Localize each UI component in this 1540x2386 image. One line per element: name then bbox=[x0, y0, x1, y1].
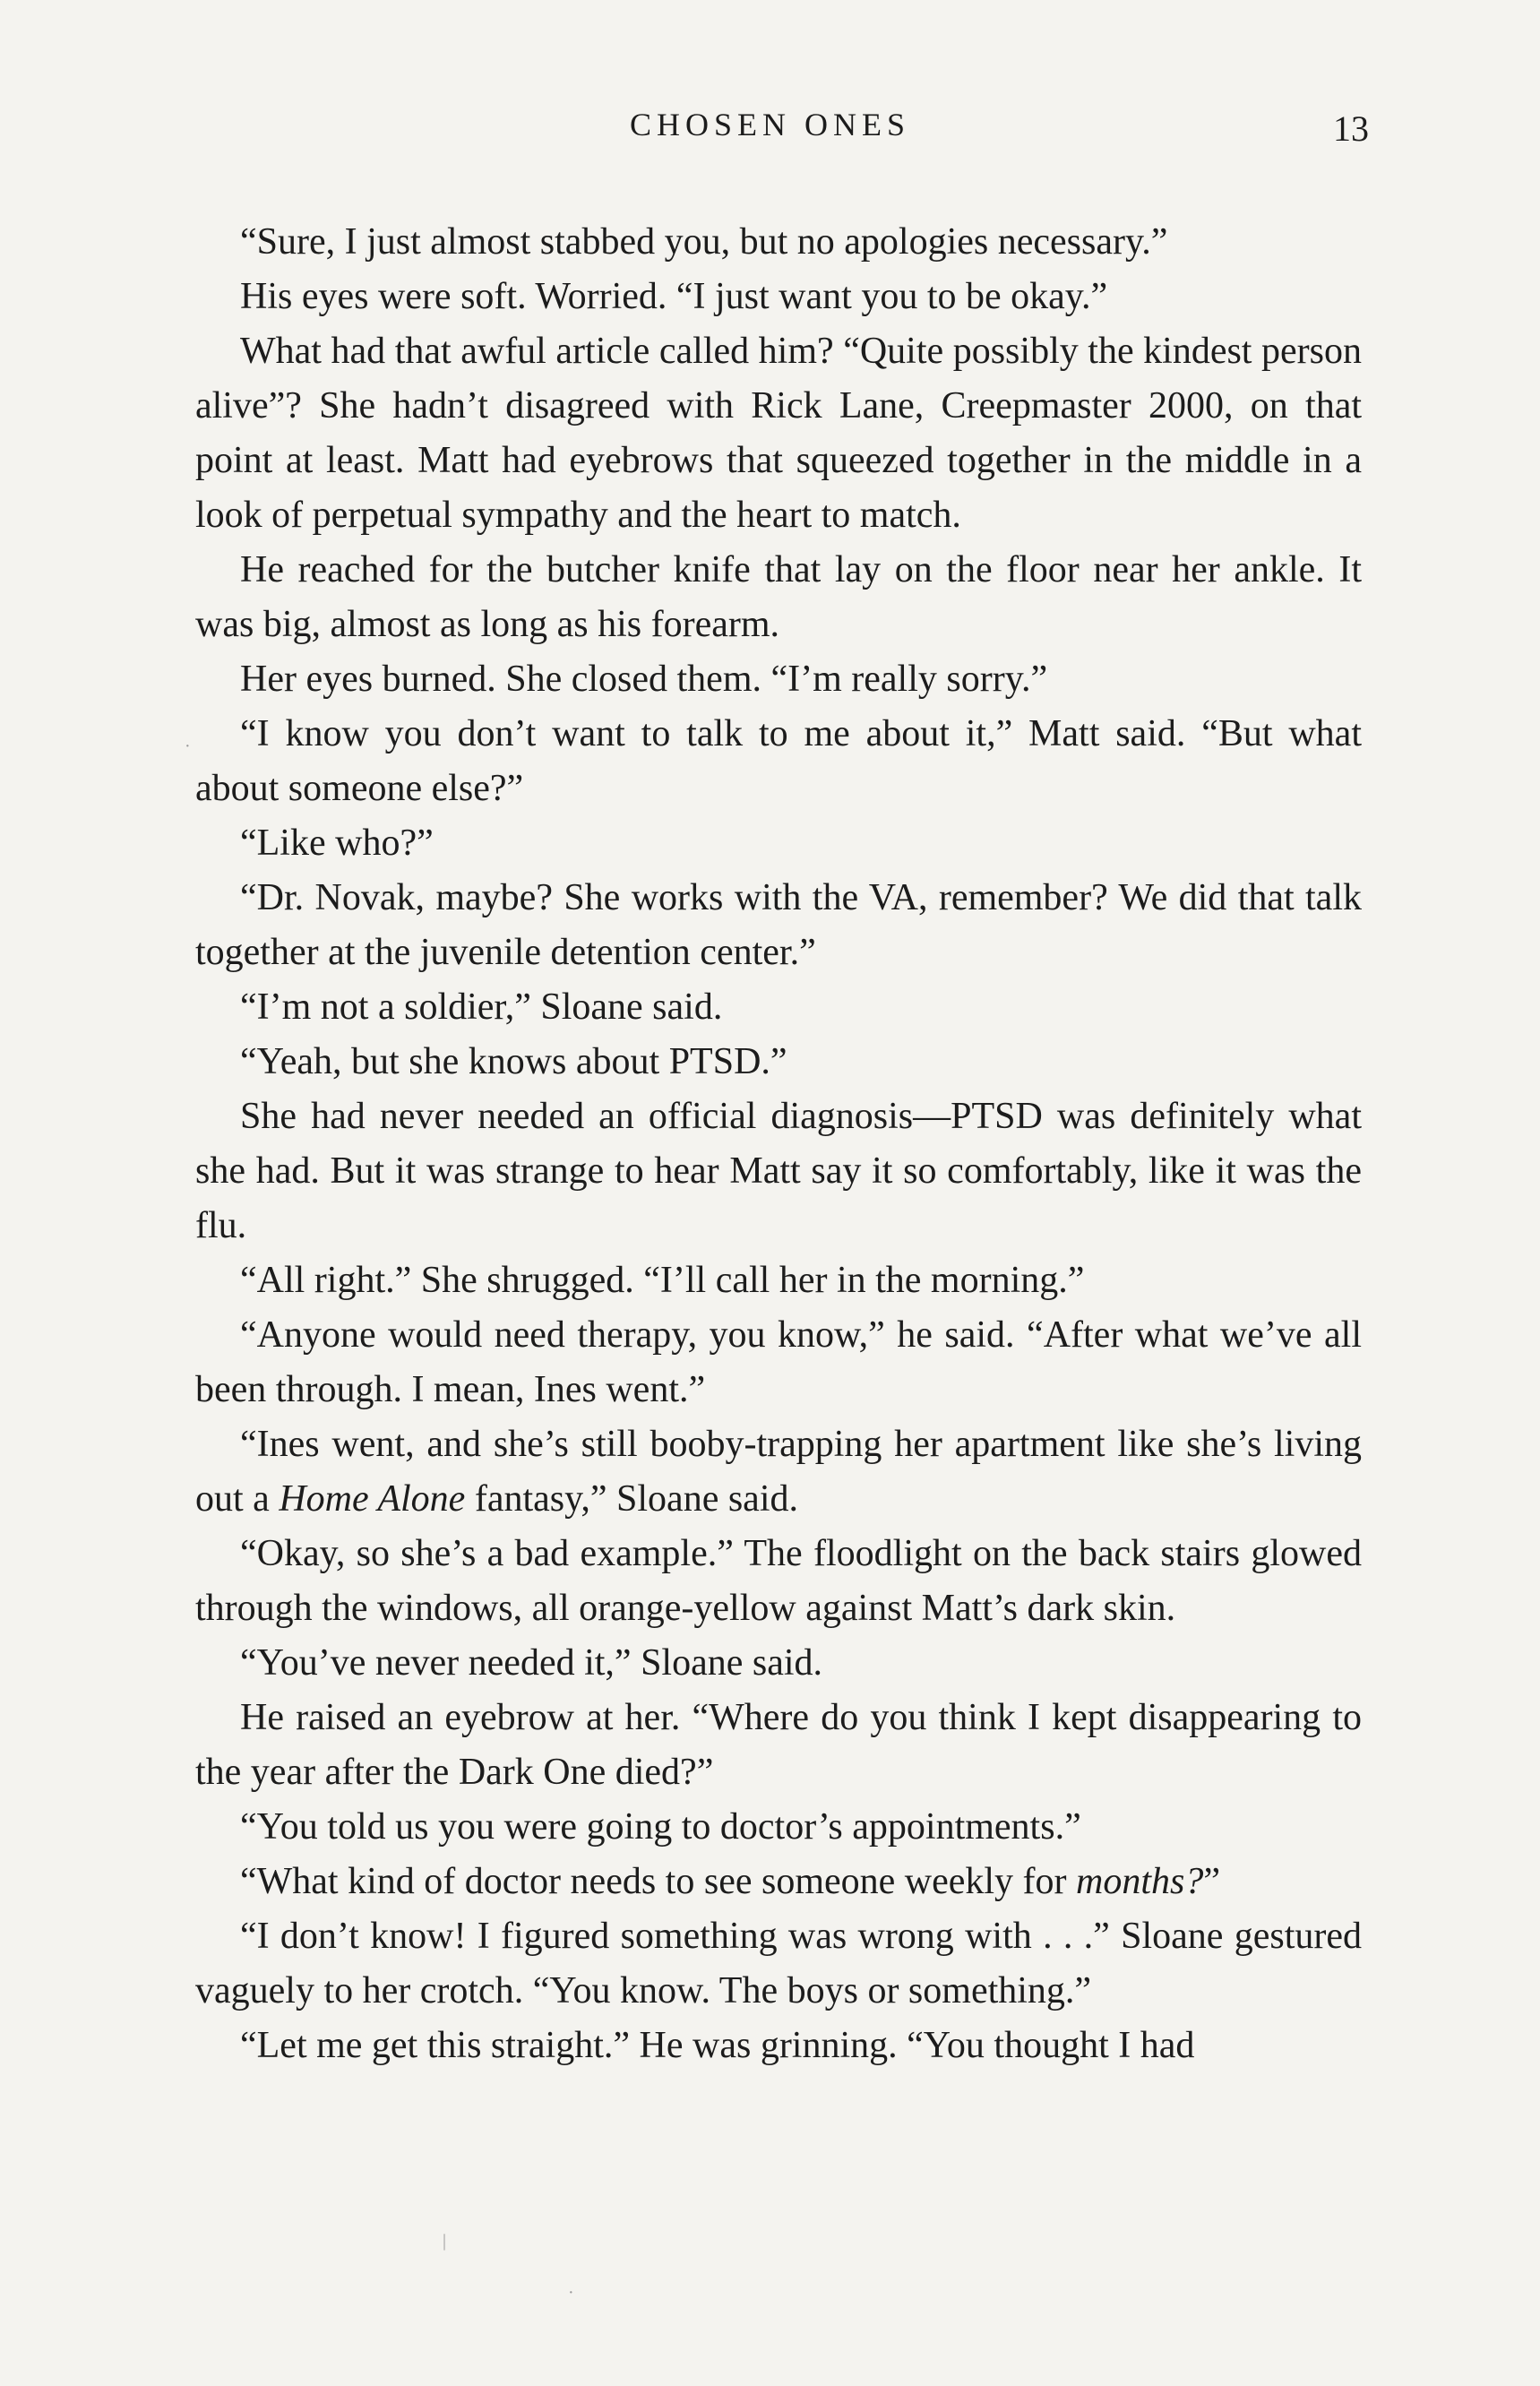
body-text bbox=[195, 215, 1362, 2073]
paragraph: “Yeah, but she knows about PTSD.” bbox=[240, 1041, 787, 1082]
paragraph: “Sure, I just almost stabbed you, but no apologies necessary.” bbox=[240, 221, 1168, 263]
paragraph: “Let me get this straight.” He was grinning. “You thought I had bbox=[240, 2025, 1195, 2066]
italic-word: months? bbox=[1076, 1861, 1204, 1902]
paragraph: “I’m not a soldier,” Sloane said. bbox=[240, 986, 723, 1028]
paragraph: He reached for the butcher knife that lay on the floor near her ankle. It was big, almost as long as his forearm. bbox=[195, 549, 1362, 645]
text-run: “What kind of doctor needs to see someone weekly for bbox=[240, 1861, 1077, 1902]
page-number: 13 bbox=[1333, 108, 1369, 149]
running-head: CHOSEN ONES bbox=[629, 107, 911, 142]
paragraph: “I don’t know! I figured something was wrong with . . .” Sloane gestured vaguely to her crotch. “You know. The boys or something.” bbox=[195, 1916, 1362, 2011]
paragraph: He raised an eyebrow at her. “Where do you think I kept disappearing to the year after the Dark One died?” bbox=[195, 1697, 1362, 1793]
text-run: fantasy,” Sloane said. bbox=[465, 1478, 798, 1520]
paragraph: What had that awful article called him? “Quite possibly the kindest person alive”? She hadn’t disagreed with Rick Lane, Creepmaster 2000, on that point at least. Matt had eyebrows that squeezed together in the middle in a look of perpetual sympathy and the heart to match. bbox=[195, 331, 1362, 536]
italic-title: Home Alone bbox=[279, 1478, 466, 1520]
paragraph: “Okay, so she’s a bad example.” The floodlight on the back stairs glowed through the windows, all orange-yellow against Matt’s dark skin. bbox=[195, 1533, 1362, 1629]
paragraph: “You’ve never needed it,” Sloane said. bbox=[240, 1642, 823, 1684]
scan-speck: · bbox=[185, 736, 191, 756]
paragraph bbox=[195, 1855, 1362, 1909]
scan-speck: | bbox=[443, 2231, 447, 2251]
paragraph: His eyes were soft. Worried. “I just want you to be okay.” bbox=[240, 276, 1108, 317]
paragraph: “You told us you were going to doctor’s appointments.” bbox=[240, 1806, 1081, 1848]
scan-speck: · bbox=[568, 2283, 574, 2303]
paragraph: “I know you don’t want to talk to me about it,” Matt said. “But what about someone else?” bbox=[195, 713, 1362, 809]
text-run: “Ines went, and she’s still booby-trapping her apartment like she’s living out a bbox=[195, 1424, 1362, 1520]
text-run: ” bbox=[1203, 1861, 1221, 1902]
paragraph bbox=[195, 1417, 1362, 1527]
paragraph: “Dr. Novak, maybe? She works with the VA, remember? We did that talk together at the juvenile detention center.” bbox=[195, 877, 1362, 973]
paragraph: Her eyes burned. She closed them. “I’m really sorry.” bbox=[240, 659, 1048, 700]
paragraph: “All right.” She shrugged. “I’ll call her in the morning.” bbox=[240, 1260, 1085, 1301]
paragraph: She had never needed an official diagnosis—PTSD was definitely what she had. But it was strange to hear Matt say it so comfortably, like it was the flu. bbox=[195, 1096, 1362, 1246]
paragraph: “Anyone would need therapy, you know,” he said. “After what we’ve all been through. I mean, Ines went.” bbox=[195, 1314, 1362, 1410]
paragraph: “Like who?” bbox=[240, 823, 434, 864]
